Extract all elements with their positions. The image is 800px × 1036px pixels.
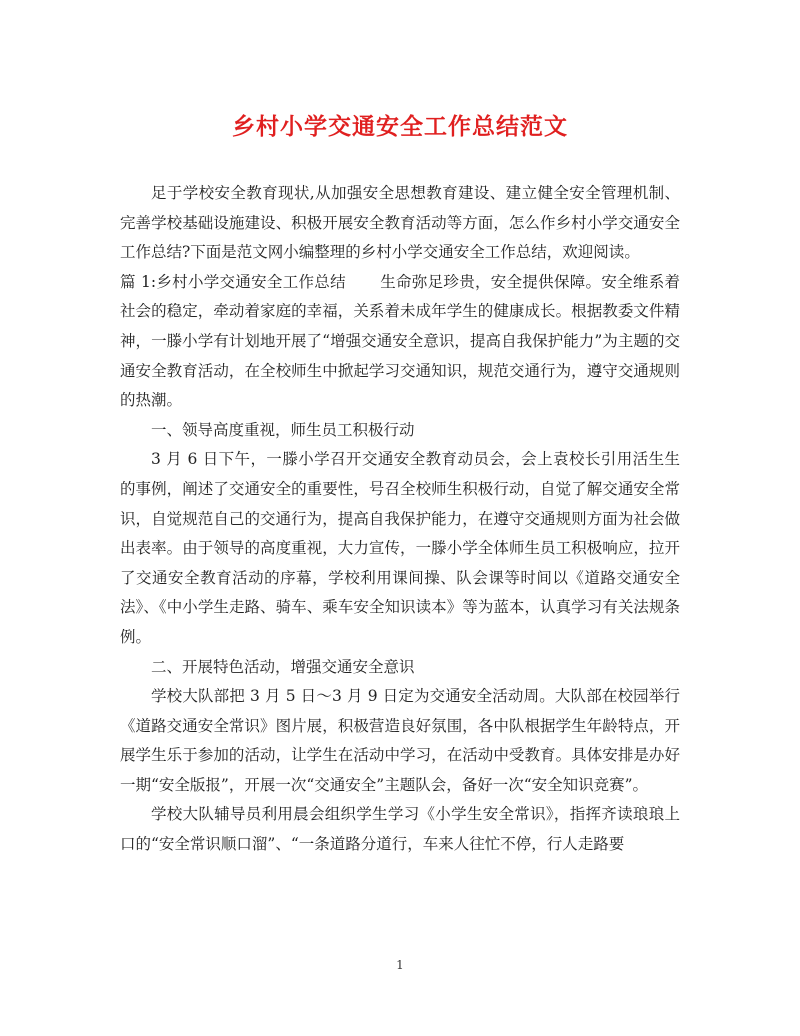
intro-paragraph: 足于学校安全教育现状,从加强安全思想教育建设、建立健全安全管理机制、完善学校基础设施建设、积极开展安全教育活动等方面，怎么作乡村小学交通安全工作总结?下面是范文网小编整理的乡村小学交通安全工作总结，欢迎阅读。	[120, 184, 680, 262]
section-paragraph-3: 学校大队辅导员利用晨会组织学生学习《小学生安全常识》，指挥齐读琅琅上口的“安全常识顺口溜”、“一条道路分道行，车来人往忙不停，行人走路要	[120, 805, 680, 854]
article-lead: 生命弥足珍贵，安全提供保障。安全维系着社会的稳定，牵动着家庭的幸福，关系着未成年学生的健康成长。根据教委文件精神，一滕小学有计划地开展了“增强交通安全意识，提高自我保护能力”为主题的交通安全教育活动，在全校师生中掀起学习交通知识，规范交通行为，遵守交通规则的热潮。	[120, 272, 680, 410]
document-title: 乡村小学交通安全工作总结范文	[232, 113, 568, 140]
section-paragraph-2: 学校大队部把 3 月 5 日～3 月 9 日定为交通安全活动周。大队部在校园举行《道路交通安全常识》图片展，积极营造良好氛围，各中队根据学生年龄特点，开展学生乐于参加的活动，让学生在活动中学习，在活动中受教育。具体安排是办好一期“安全版报”，开展一次“交通安全”主题队会，备好一次“安全知识竞赛”。	[120, 687, 680, 794]
document-body	[120, 179, 680, 860]
article-paragraph	[120, 268, 680, 416]
section-paragraph-1: 3 月 6 日下午，一滕小学召开交通安全教育动员会，会上袁校长引用活生生的事例，阐述了交通安全的重要性，号召全校师生积极行动，自觉了解交通安全常识，自觉规范自己的交通行为，提高自我保护能力，在遵守交通规则方面为社会做出表率。由于领导的高度重视，大力宣传，一滕小学全体师生员工积极响应，拉开了交通安全教育活动的序幕，学校利用课间操、队会课等时间以《道路交通安全法》、《中小学生走路、骑车、乘车安全知识读本》等为蓝本，认真学习有关法规条例。	[120, 450, 680, 646]
page-number: 1	[396, 958, 404, 972]
article-label: 篇 1:乡村小学交通安全工作总结	[120, 272, 346, 291]
section-heading-2: 二、开展特色活动，增强交通安全意识	[151, 657, 415, 676]
section-heading-1: 一、领导高度重视，师生员工积极行动	[151, 420, 415, 439]
